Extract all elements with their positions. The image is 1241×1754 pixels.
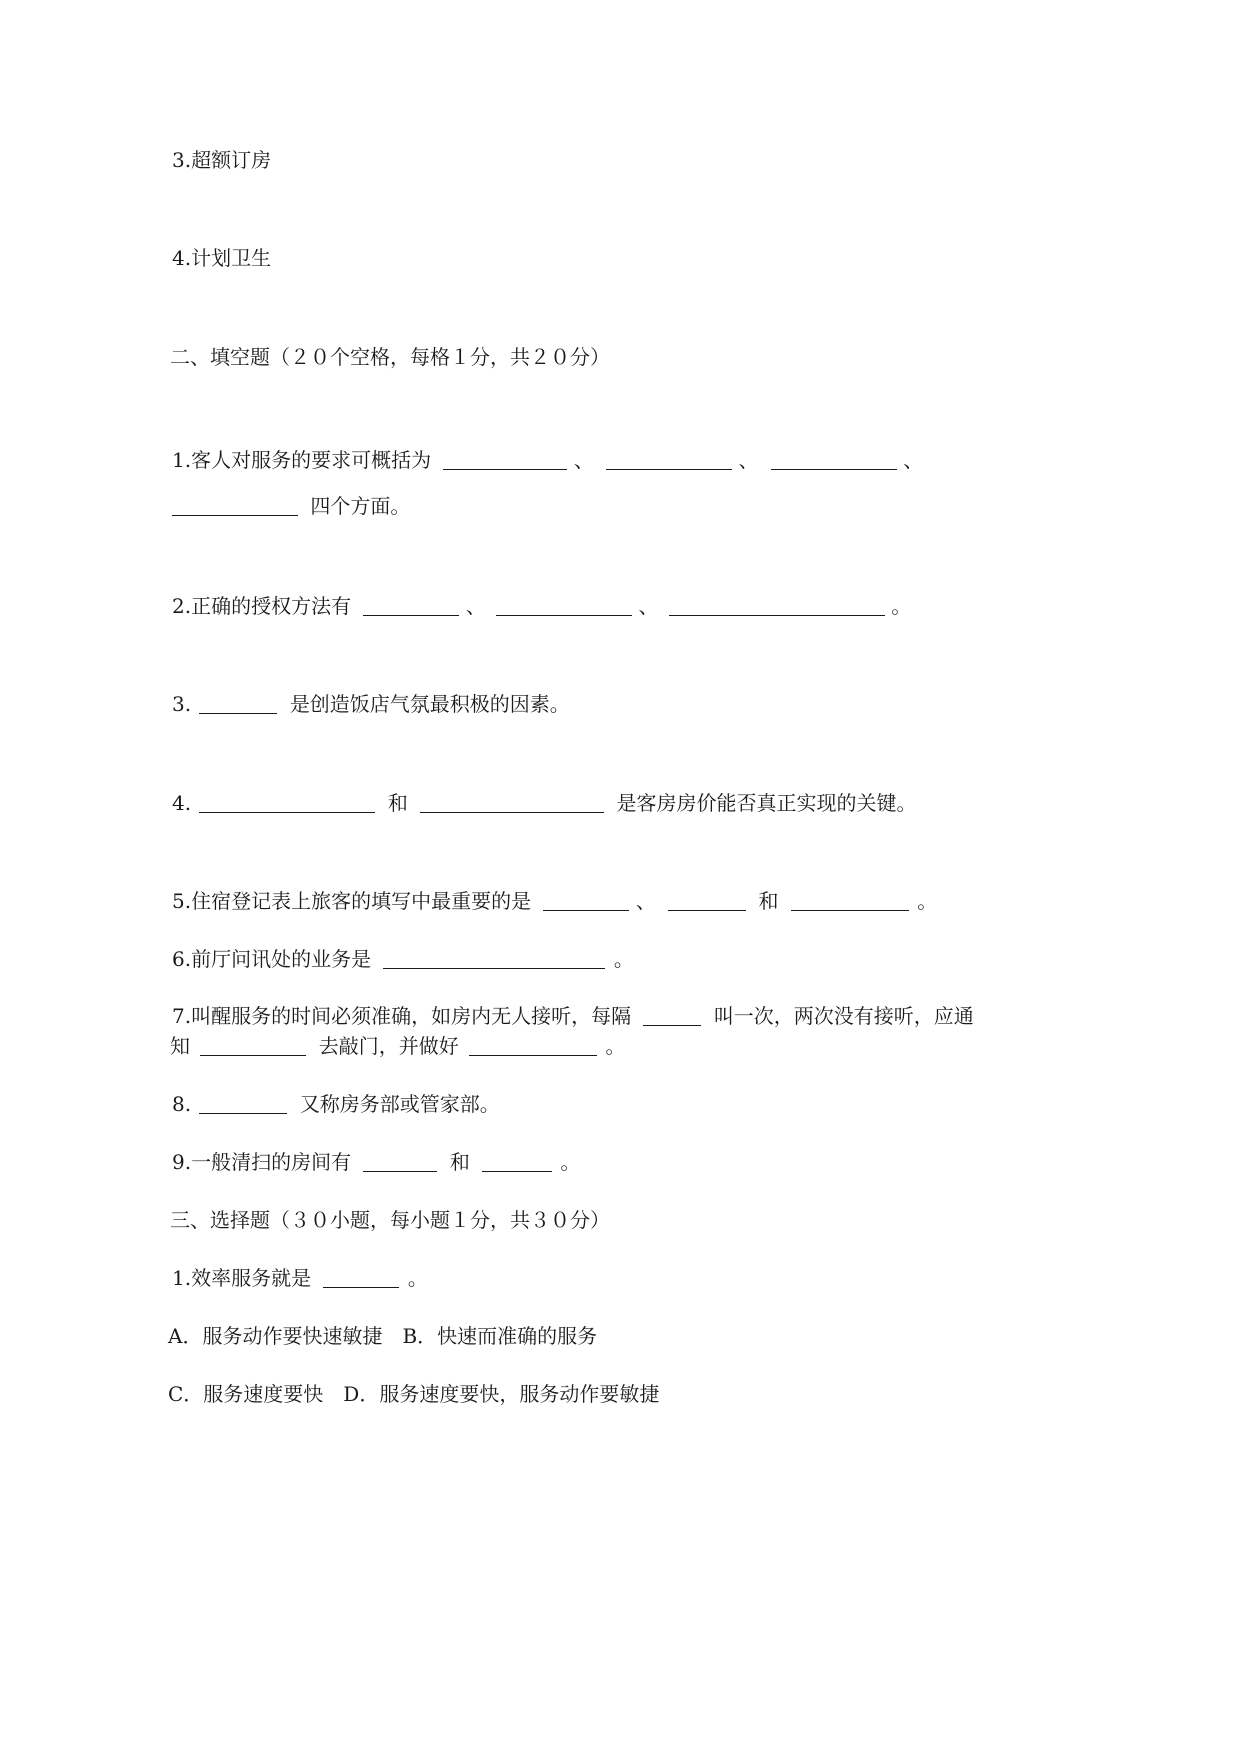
question-text: 四个方面。 (310, 494, 411, 518)
end-mark: 。 (917, 889, 938, 913)
question-text: 又称房务部或管家部。 (299, 1092, 500, 1116)
definition-item-3: 3.超额订房 (172, 148, 272, 172)
question-text: 5.住宿登记表上旅客的填写中最重要的是 (172, 889, 532, 913)
conjunction: 和 (758, 889, 779, 913)
end-mark: 。 (407, 1266, 428, 1290)
question-fill-3 (172, 690, 570, 718)
end-mark: 。 (613, 947, 634, 971)
question-choice-1 (172, 1264, 428, 1292)
section-heading-multiple-choice: 三、选择题（３０小题，每小题１分，共３０分） (170, 1208, 610, 1232)
separator: 、 (903, 448, 924, 472)
question-number: 3. (172, 692, 192, 716)
answer-blank[interactable] (383, 948, 605, 969)
answer-blank[interactable] (420, 792, 604, 813)
section-heading-fill-in: 二、填空题（２０个空格，每格１分，共２０分） (170, 345, 610, 369)
question-fill-2 (172, 592, 911, 620)
question-fill-7-line-2 (170, 1032, 625, 1060)
end-mark: 。 (891, 594, 912, 618)
options-a-b[interactable]: A．服务动作要快速敏捷 B．快速而准确的服务 (168, 1324, 598, 1348)
question-text: 叫一次，两次没有接听，应通 (713, 1004, 974, 1028)
question-text: 是创造饭店气氛最积极的因素。 (289, 692, 570, 716)
question-number: 4. (172, 791, 192, 815)
answer-blank[interactable] (771, 449, 897, 470)
question-text: 9.一般清扫的房间有 (172, 1150, 352, 1174)
question-text: 知 (170, 1034, 190, 1058)
separator: 、 (465, 594, 486, 618)
answer-blank[interactable] (363, 1151, 437, 1172)
end-mark: 。 (560, 1150, 581, 1174)
answer-blank[interactable] (496, 595, 632, 616)
question-fill-4 (172, 789, 917, 817)
answer-blank[interactable] (443, 449, 567, 470)
separator: 、 (635, 889, 656, 913)
answer-blank[interactable] (469, 1035, 597, 1056)
end-mark: 。 (605, 1034, 626, 1058)
answer-blank[interactable] (791, 890, 909, 911)
question-fill-5 (172, 887, 937, 915)
separator: 、 (573, 448, 594, 472)
answer-blank[interactable] (543, 890, 629, 911)
separator: 、 (638, 594, 659, 618)
question-fill-1-line-2 (172, 492, 410, 520)
question-number: 8. (172, 1092, 192, 1116)
separator: 、 (738, 448, 759, 472)
options-c-d[interactable]: C．服务速度要快 D．服务速度要快，服务动作要敏捷 (168, 1382, 660, 1406)
question-fill-9 (172, 1148, 581, 1176)
answer-blank[interactable] (172, 495, 298, 516)
answer-blank[interactable] (668, 890, 746, 911)
question-fill-8 (172, 1090, 500, 1118)
answer-blank[interactable] (199, 693, 277, 714)
question-text: 1.效率服务就是 (172, 1266, 312, 1290)
question-text: 1.客人对服务的要求可概括为 (172, 448, 432, 472)
answer-blank[interactable] (606, 449, 732, 470)
answer-blank[interactable] (643, 1005, 701, 1026)
conjunction: 和 (449, 1150, 470, 1174)
definition-item-4: 4.计划卫生 (172, 246, 272, 270)
answer-blank[interactable] (482, 1151, 552, 1172)
answer-blank[interactable] (323, 1267, 399, 1288)
question-fill-7-line-1 (172, 1002, 974, 1030)
question-text: 7.叫醒服务的时间必须准确，如房内无人接听，每隔 (172, 1004, 632, 1028)
answer-blank[interactable] (363, 595, 459, 616)
conjunction: 和 (387, 791, 408, 815)
question-text: 去敲门，并做好 (318, 1034, 459, 1058)
question-text: 是客房房价能否真正实现的关键。 (616, 791, 917, 815)
answer-blank[interactable] (199, 1093, 287, 1114)
question-text: 6.前厅问讯处的业务是 (172, 947, 372, 971)
question-fill-1-line-1 (172, 446, 923, 474)
answer-blank[interactable] (669, 595, 885, 616)
question-fill-6 (172, 945, 634, 973)
answer-blank[interactable] (199, 792, 375, 813)
question-text: 2.正确的授权方法有 (172, 594, 352, 618)
answer-blank[interactable] (200, 1035, 306, 1056)
